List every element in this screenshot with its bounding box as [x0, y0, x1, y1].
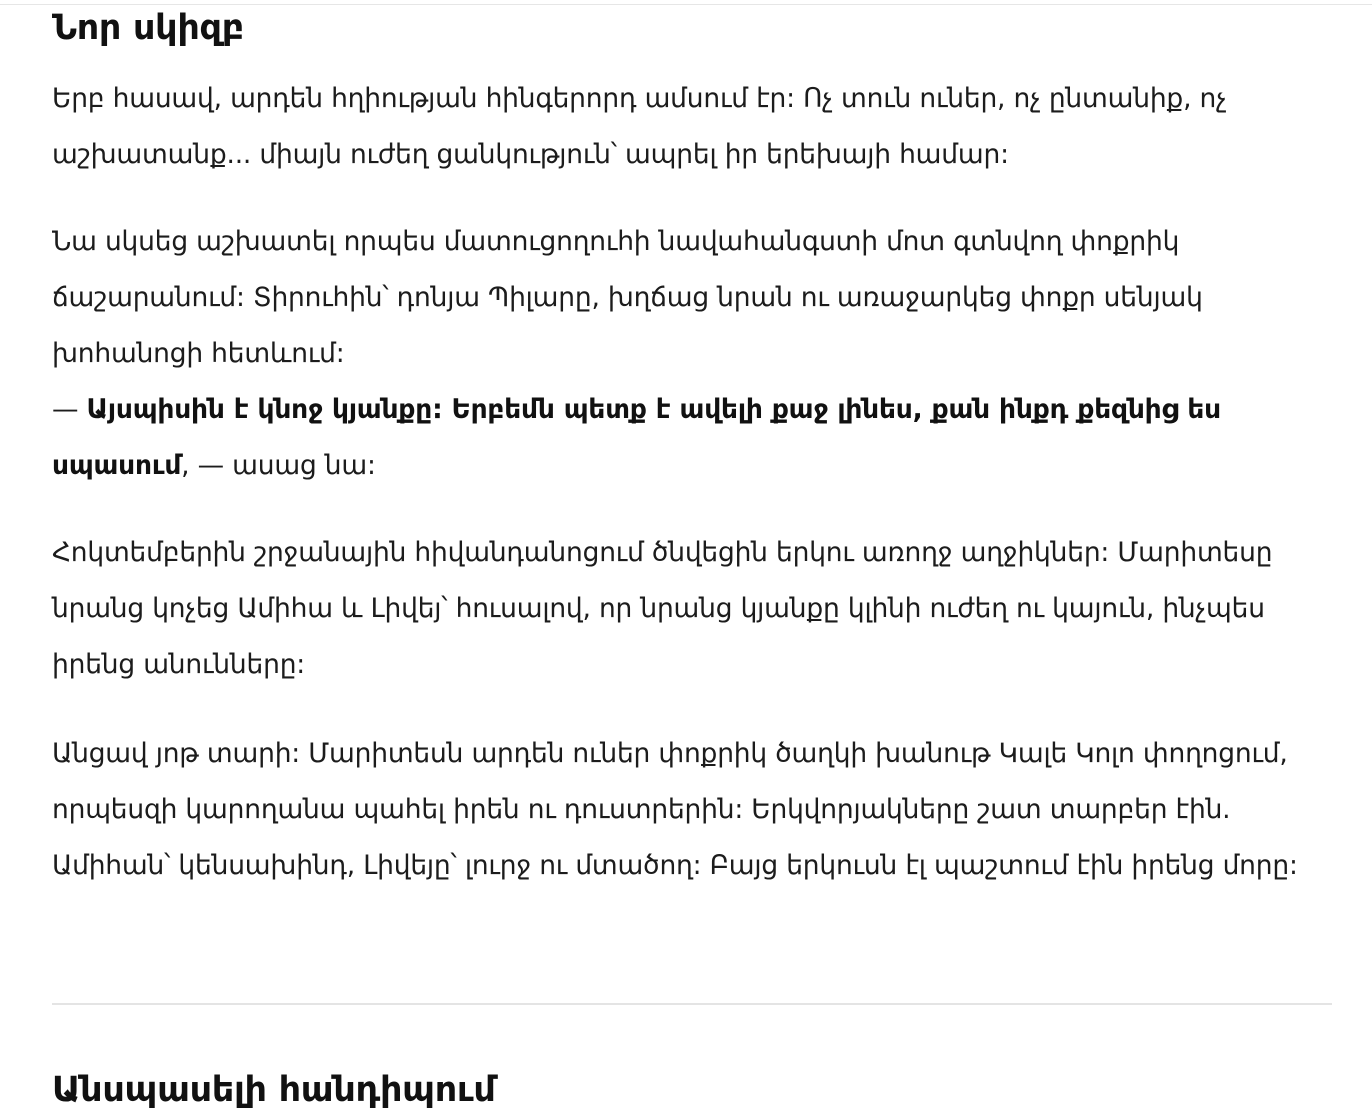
quote-bold-text: Այսպիսին է կնոջ կյանքը: Երբեմն պետք է ավելի քաջ լինես, քան ինքդ քեզնից ես սպասում [52, 394, 1222, 481]
section-heading-unexpected-meeting: Անսպասելի հանդիպում [52, 1070, 496, 1110]
quote-attribution: , — ասաց նա: [181, 450, 376, 481]
paragraph-work-and-quote [52, 214, 1332, 494]
paragraph-work-text: Նա սկսեց աշխատել որպես մատուցողուհի նավահանգստի մոտ գտնվող փոքրիկ ճաշարանում: Տիրուհին՝ դոնյա Պիլարը, խղճաց նրան ու առաջարկեց փոքր սենյակ խոհանոցի հետևում: [52, 226, 1203, 369]
top-rule [0, 0, 1372, 5]
section-heading-new-beginning: Նոր սկիզբ [52, 8, 244, 48]
paragraph-arrival: Երբ հասավ, արդեն հղիության հինգերորդ ամսում էր: Ոչ տուն ուներ, ոչ ընտանիք, ոչ աշխատանք... միայն ուժեղ ցանկություն՝ ապրել իր երեխայի համար: [52, 83, 1227, 170]
paragraph-seven-years: Անցավ յոթ տարի: Մարիտեսն արդեն ուներ փոքրիկ ծաղկի խանութ Կալե Կոլո փողոցում, որպեսզի կարողանա պահել իրեն ու դուստրերին: Երկվորյակները շատ տարբեր էին. Ամիհան՝ կենսախինդ, Լիվեյը՝ լուրջ ու մտածող: Բայց երկուսն էլ պաշտում էին իրենց մորը: [52, 738, 1298, 881]
section-divider [52, 1003, 1332, 1005]
paragraph-twins-born: Հոկտեմբերին շրջանային հիվանդանոցում ծնվեցին երկու առողջ աղջիկներ: Մարիտեսը նրանց կոչեց Ամիհա և Լիվեյ՝ հուսալով, որ նրանց կյանքը կլինի ուժեղ ու կայուն, ինչպես իրենց անունները: [52, 537, 1273, 680]
quote-dash: — [52, 394, 87, 425]
